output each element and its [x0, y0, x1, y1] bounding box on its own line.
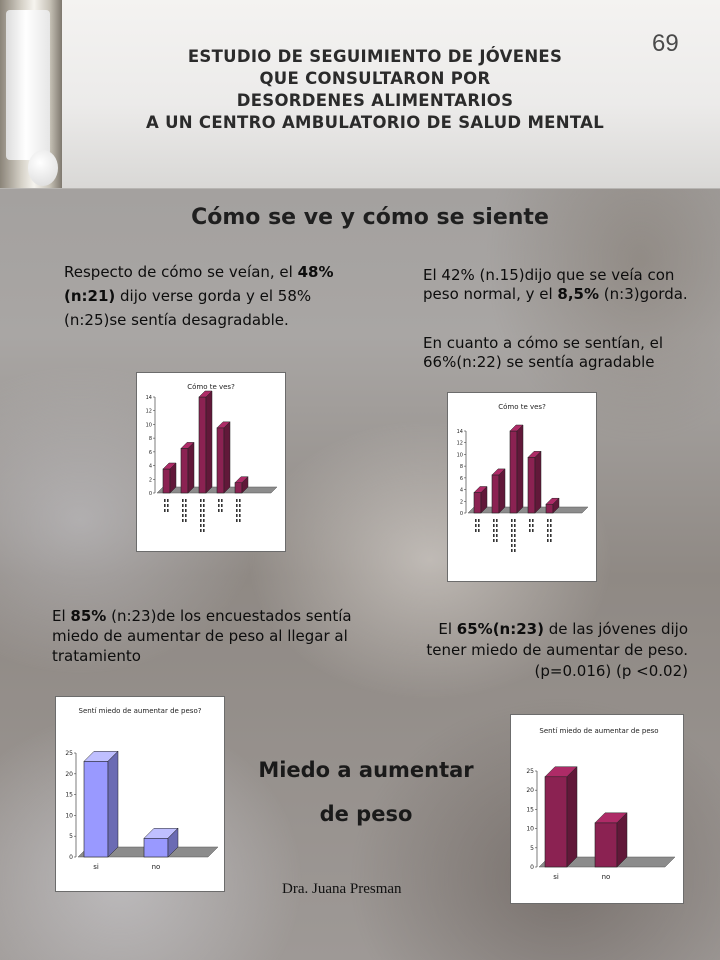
- x-tick-mark: [547, 519, 549, 522]
- x-tick-label: si: [93, 863, 99, 871]
- y-tick-label: 10: [145, 422, 152, 429]
- x-tick-mark: [203, 514, 205, 517]
- bar: [595, 823, 617, 867]
- y-tick-label: 5: [69, 833, 73, 841]
- x-tick-mark: [529, 524, 531, 527]
- x-tick-mark: [200, 519, 202, 522]
- x-tick-mark: [496, 534, 498, 537]
- section-title: Cómo se ve y cómo se siente: [191, 205, 549, 230]
- bar: [235, 483, 242, 493]
- x-tick-mark: [550, 529, 552, 532]
- x-tick-mark: [239, 509, 241, 512]
- y-tick-label: 15: [526, 806, 534, 814]
- x-tick-mark: [532, 524, 534, 527]
- x-tick-mark: [511, 524, 513, 527]
- y-tick-label: 10: [526, 825, 534, 833]
- bar-side: [224, 422, 230, 493]
- x-tick-mark: [550, 524, 552, 527]
- y-tick-label: 6: [459, 475, 463, 482]
- x-tick-mark: [203, 499, 205, 502]
- x-tick-mark: [218, 509, 220, 512]
- x-tick-mark: [203, 504, 205, 507]
- x-tick-mark: [547, 539, 549, 542]
- bar: [217, 428, 224, 493]
- x-tick-mark: [550, 519, 552, 522]
- text-run: dijo verse gorda y el 58% (n:25)se sentía desagradable.: [64, 287, 312, 329]
- y-tick-label: 0: [148, 491, 152, 497]
- bar: [545, 777, 567, 867]
- x-tick-mark: [239, 514, 241, 517]
- y-tick-label: 14: [145, 395, 152, 401]
- x-tick-mark: [185, 499, 187, 502]
- x-tick-mark: [514, 524, 516, 527]
- text-run: El: [438, 620, 457, 638]
- bar: [510, 431, 517, 513]
- x-tick-mark: [511, 529, 513, 532]
- miedo-label: [236, 748, 496, 836]
- x-tick-mark: [475, 529, 477, 532]
- x-tick-mark: [511, 534, 513, 537]
- x-tick-mark: [514, 549, 516, 552]
- y-tick-label: 25: [65, 750, 73, 757]
- x-tick-mark: [185, 504, 187, 507]
- x-tick-label: no: [151, 863, 161, 871]
- x-tick-mark: [221, 509, 223, 512]
- text-run: (n:3)gorda.: [599, 285, 688, 303]
- bar: [528, 457, 535, 513]
- header-title: [90, 46, 660, 134]
- x-tick-mark: [182, 509, 184, 512]
- x-tick-mark: [493, 529, 495, 532]
- x-tick-mark: [493, 524, 495, 527]
- x-tick-mark: [511, 544, 513, 547]
- page-number: 69: [652, 30, 679, 57]
- bar: [546, 504, 553, 513]
- x-tick-label: si: [553, 873, 559, 881]
- x-tick-mark: [478, 524, 480, 527]
- y-tick-label: 10: [456, 452, 463, 459]
- paragraph-left-top: [64, 260, 339, 332]
- y-tick-label: 0: [459, 511, 463, 517]
- miedo-label-line: Miedo a aumentar: [258, 758, 474, 782]
- x-tick-mark: [221, 504, 223, 507]
- bar: [492, 475, 499, 513]
- x-tick-mark: [236, 499, 238, 502]
- bar-side: [567, 767, 577, 867]
- x-tick-mark: [511, 539, 513, 542]
- x-tick-mark: [514, 539, 516, 542]
- x-tick-mark: [185, 514, 187, 517]
- x-tick-mark: [236, 509, 238, 512]
- text-run-bold: 48%(n:21): [64, 263, 334, 305]
- y-tick-label: 4: [148, 463, 152, 470]
- x-tick-mark: [200, 524, 202, 527]
- chart-svg: [511, 715, 683, 903]
- x-tick-mark: [496, 524, 498, 527]
- x-tick-mark: [239, 504, 241, 507]
- x-tick-mark: [514, 519, 516, 522]
- bar: [163, 469, 170, 493]
- text-run-bold: 8,5%: [557, 285, 600, 303]
- chart-title: Sentí miedo de aumentar de peso: [539, 727, 659, 735]
- x-tick-mark: [511, 549, 513, 552]
- x-tick-mark: [182, 519, 184, 522]
- y-tick-label: 0: [69, 854, 73, 861]
- header-title-line: ESTUDIO DE SEGUIMIENTO DE JÓVENES: [187, 47, 563, 66]
- x-tick-mark: [514, 534, 516, 537]
- x-tick-mark: [529, 519, 531, 522]
- bar-side: [535, 451, 541, 513]
- chart-svg: [448, 393, 596, 581]
- chart-como-te-ves-1: [136, 372, 286, 552]
- bar-side: [108, 751, 118, 857]
- y-tick-label: 5: [530, 844, 534, 852]
- y-tick-label: 20: [65, 770, 73, 778]
- milk-glass-image: [0, 0, 62, 188]
- y-tick-label: 2: [459, 499, 463, 506]
- x-tick-mark: [167, 504, 169, 507]
- x-tick-mark: [475, 524, 477, 527]
- chart-svg: [137, 373, 285, 551]
- x-tick-mark: [200, 504, 202, 507]
- x-tick-mark: [164, 504, 166, 507]
- x-tick-label: no: [601, 873, 611, 881]
- text-run: El 42% (n.15)dijo que se veía con peso normal, y el: [423, 266, 675, 303]
- x-tick-mark: [475, 519, 477, 522]
- header-title-line: DESORDENES ALIMENTARIOS: [236, 91, 514, 110]
- x-tick-mark: [185, 509, 187, 512]
- header-title-line: A UN CENTRO AMBULATORIO DE SALUD MENTAL: [145, 113, 605, 132]
- x-tick-mark: [182, 499, 184, 502]
- x-tick-mark: [200, 514, 202, 517]
- chart-title: Sentí miedo de aumentar de peso?: [78, 707, 202, 715]
- x-tick-mark: [532, 529, 534, 532]
- x-tick-mark: [493, 534, 495, 537]
- text-run-bold: 65%(n:23): [456, 620, 544, 638]
- x-tick-mark: [493, 519, 495, 522]
- x-tick-mark: [236, 519, 238, 522]
- bar: [181, 448, 188, 493]
- x-tick-mark: [478, 529, 480, 532]
- x-tick-mark: [547, 529, 549, 532]
- text-run: (n:23)de los encuestados sentía miedo de aumentar de peso al llegar al tratamiento: [52, 607, 352, 665]
- paragraph-left-bottom: [52, 606, 392, 666]
- x-tick-mark: [529, 529, 531, 532]
- x-tick-mark: [511, 519, 513, 522]
- x-tick-mark: [203, 524, 205, 527]
- y-tick-label: 12: [456, 440, 463, 447]
- footer-author: Dra. Juana Presman: [282, 881, 402, 897]
- x-tick-mark: [550, 539, 552, 542]
- chart-como-te-ves-2: [447, 392, 597, 582]
- chart-title: Cómo te ves?: [187, 383, 235, 391]
- text-run-bold: 85%: [70, 607, 107, 625]
- x-tick-mark: [164, 499, 166, 502]
- y-tick-label: 15: [65, 791, 73, 799]
- x-tick-mark: [493, 539, 495, 542]
- y-tick-label: 14: [456, 429, 463, 435]
- x-tick-mark: [532, 519, 534, 522]
- x-tick-mark: [547, 524, 549, 527]
- x-tick-mark: [547, 534, 549, 537]
- x-tick-mark: [236, 514, 238, 517]
- text-run: El: [52, 607, 71, 625]
- bar: [144, 838, 168, 857]
- chart-title: Cómo te ves?: [498, 403, 546, 411]
- egg-shape: [28, 150, 58, 186]
- chart-svg: [56, 697, 224, 891]
- x-tick-mark: [496, 519, 498, 522]
- x-tick-mark: [167, 499, 169, 502]
- y-tick-label: 25: [526, 768, 534, 775]
- bar: [474, 493, 481, 514]
- x-tick-mark: [236, 504, 238, 507]
- chart-miedo-1: [55, 696, 225, 892]
- x-tick-mark: [203, 529, 205, 532]
- y-tick-label: 4: [459, 487, 463, 494]
- x-tick-mark: [496, 529, 498, 532]
- bar: [84, 761, 108, 857]
- header-banner: [0, 0, 720, 189]
- y-tick-label: 8: [459, 464, 463, 471]
- bar-side: [188, 442, 194, 493]
- bar-side: [517, 425, 523, 513]
- bar-side: [206, 391, 212, 493]
- text-run: de las jóvenes dijo tener miedo de aumentar de peso. (p=0.016) (p <0.02): [426, 620, 688, 680]
- y-tick-label: 20: [526, 787, 534, 795]
- x-tick-mark: [239, 519, 241, 522]
- x-tick-mark: [218, 499, 220, 502]
- paragraph-right-top-1: [423, 266, 698, 304]
- y-tick-label: 0: [530, 864, 534, 871]
- x-tick-mark: [218, 504, 220, 507]
- x-tick-mark: [203, 509, 205, 512]
- bar-side: [499, 469, 505, 513]
- x-tick-mark: [239, 499, 241, 502]
- header-title-line: QUE CONSULTARON POR: [259, 69, 491, 88]
- x-tick-mark: [182, 504, 184, 507]
- x-tick-mark: [550, 534, 552, 537]
- x-tick-mark: [496, 539, 498, 542]
- x-tick-mark: [164, 509, 166, 512]
- miedo-label-line: de peso: [319, 802, 413, 826]
- x-tick-mark: [167, 509, 169, 512]
- glass-shape: [6, 10, 50, 160]
- x-tick-mark: [200, 529, 202, 532]
- paragraph-right-top-2: En cuanto a cómo se sentían, el 66%(n:22) se sentía agradable: [423, 334, 664, 371]
- x-tick-mark: [200, 499, 202, 502]
- bar: [199, 397, 206, 493]
- x-tick-mark: [200, 509, 202, 512]
- x-tick-mark: [182, 514, 184, 517]
- x-tick-mark: [203, 519, 205, 522]
- y-tick-label: 10: [65, 812, 73, 820]
- y-tick-label: 12: [145, 408, 152, 415]
- x-tick-mark: [514, 544, 516, 547]
- chart-miedo-2: [510, 714, 684, 904]
- y-tick-label: 2: [148, 477, 152, 484]
- x-tick-mark: [478, 519, 480, 522]
- y-tick-label: 6: [148, 449, 152, 456]
- x-tick-mark: [221, 499, 223, 502]
- y-tick-label: 8: [148, 436, 152, 443]
- x-tick-mark: [514, 529, 516, 532]
- text-run: Respecto de cómo se veían, el: [64, 263, 298, 281]
- x-tick-mark: [185, 519, 187, 522]
- paragraph-right-bottom: [396, 619, 688, 682]
